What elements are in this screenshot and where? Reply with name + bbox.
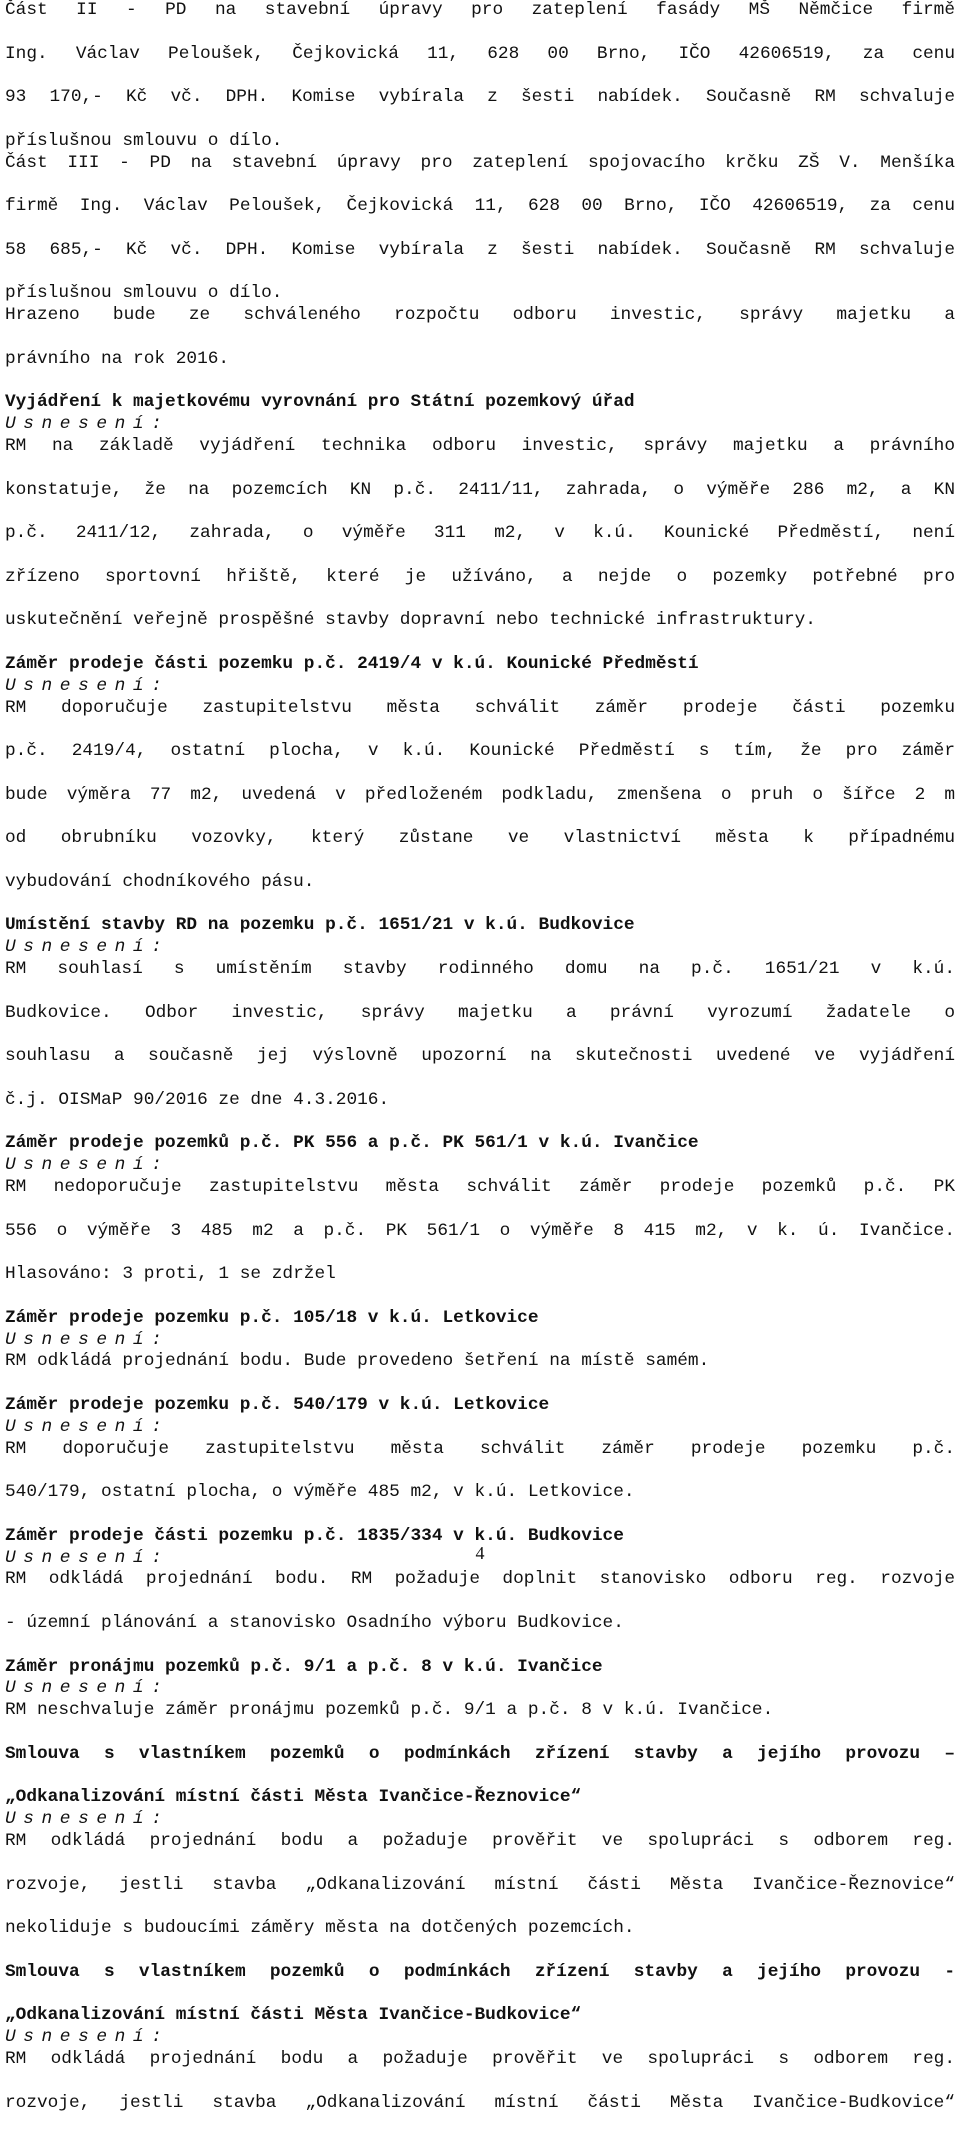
text-line: Ing. Václav Peloušek, Čejkovická 11, 628 00 Brno, IČO 42606519, za cenu bbox=[5, 44, 955, 88]
section-sale-2419-4 bbox=[5, 654, 955, 894]
section-heading: Umístění stavby RD na pozemku p.č. 1651/21 v k.ú. Budkovice bbox=[5, 915, 955, 937]
resolution-label: Usnesení: bbox=[5, 414, 955, 436]
section-heading: „Odkanalizování místní části Města Ivančice-Řeznovice“ bbox=[5, 1787, 955, 1809]
text-line: Hrazeno bude ze schváleného rozpočtu odboru investic, správy majetku a bbox=[5, 305, 955, 349]
section-house-1651-21 bbox=[5, 915, 955, 1111]
section-lease-9-1 bbox=[5, 1657, 955, 1722]
section-sale-540-179 bbox=[5, 1395, 955, 1504]
text-line: RM odkládá projednání bodu. RM požaduje doplnit stanovisko odboru reg. rozvoje bbox=[5, 1569, 955, 1613]
text-line: bude výměra 77 m2, uvedená v předloženém podkladu, zmenšena o pruh o šířce 2 m bbox=[5, 785, 955, 829]
text-line: RM doporučuje zastupitelstvu města schválit záměr prodeje pozemku p.č. bbox=[5, 1439, 955, 1483]
section-contract-reznovice bbox=[5, 1744, 955, 1940]
section-heading: Záměr prodeje pozemku p.č. 105/18 v k.ú. Letkovice bbox=[5, 1308, 955, 1330]
text-line: RM doporučuje zastupitelstvu města schválit záměr prodeje části pozemku bbox=[5, 698, 955, 742]
text-line: příslušnou smlouvu o dílo. bbox=[5, 131, 955, 153]
resolution-label: Usnesení: bbox=[5, 1548, 955, 1570]
resolution-label: Usnesení: bbox=[5, 1155, 955, 1177]
document-page bbox=[5, 0, 955, 2136]
text-line: č.j. OISMaP 90/2016 ze dne 4.3.2016. bbox=[5, 1090, 955, 1112]
section-heading: „Odkanalizování místní části Města Ivančice-Budkovice“ bbox=[5, 2005, 955, 2027]
section-heading: Záměr pronájmu pozemků p.č. 9/1 a p.č. 8 v k.ú. Ivančice bbox=[5, 1657, 955, 1679]
section-heading: Záměr prodeje pozemku p.č. 540/179 v k.ú. Letkovice bbox=[5, 1395, 955, 1417]
resolution-label: Usnesení: bbox=[5, 2027, 955, 2049]
section-sale-pk-556 bbox=[5, 1133, 955, 1286]
text-line: - územní plánování a stanovisko Osadního výboru Budkovice. bbox=[5, 1613, 955, 1635]
resolution-label: Usnesení: bbox=[5, 676, 955, 698]
text-line: p.č. 2411/12, zahrada, o výměře 311 m2, v k.ú. Kounické Předměstí, není bbox=[5, 523, 955, 567]
section-heading: Záměr prodeje části pozemku p.č. 1835/334 v k.ú. Budkovice bbox=[5, 1526, 955, 1548]
text-line: RM odkládá projednání bodu. Bude provedeno šetření na místě samém. bbox=[5, 1351, 955, 1373]
section-land-office bbox=[5, 392, 955, 632]
text-line: RM odkládá projednání bodu a požaduje prověřit ve spolupráci s odborem reg. bbox=[5, 1831, 955, 1875]
text-line: 556 o výměře 3 485 m2 a p.č. PK 561/1 o výměře 8 415 m2, v k. ú. Ivančice. bbox=[5, 1221, 955, 1265]
text-line: Část II - PD na stavební úpravy pro zateplení fasády MŠ Němčice firmě bbox=[5, 0, 955, 44]
resolution-label: Usnesení: bbox=[5, 1417, 955, 1439]
text-line: uskutečnění veřejně prospěšné stavby dopravní nebo technické infrastruktury. bbox=[5, 610, 955, 632]
resolution-label: Usnesení: bbox=[5, 1809, 955, 1831]
text-line: konstatuje, že na pozemcích KN p.č. 2411/11, zahrada, o výměře 286 m2, a KN bbox=[5, 480, 955, 524]
text-line: RM odkládá projednání bodu a požaduje prověřit ve spolupráci s odborem reg. bbox=[5, 2049, 955, 2093]
section-heading: Vyjádření k majetkovému vyrovnání pro Státní pozemkový úřad bbox=[5, 392, 955, 414]
section-heading: Smlouva s vlastníkem pozemků o podmínkách zřízení stavby a jejího provozu – bbox=[5, 1744, 955, 1788]
text-line: firmě Ing. Václav Peloušek, Čejkovická 11, 628 00 Brno, IČO 42606519, za cenu bbox=[5, 196, 955, 240]
text-line: Budkovice. Odbor investic, správy majetku a právní vyrozumí žadatele o bbox=[5, 1003, 955, 1047]
text-line: RM nedoporučuje zastupitelstvu města schválit záměr prodeje pozemků p.č. PK bbox=[5, 1177, 955, 1221]
page-number: 4 bbox=[0, 1543, 960, 1564]
text-line: souhlasu a současně jej výslovně upozorní na skutečnosti uvedené ve vyjádření bbox=[5, 1046, 955, 1090]
text-line: od obrubníku vozovky, který zůstane ve vlastnictví města k případnému bbox=[5, 828, 955, 872]
text-line: nekoliduje s budoucími záměry města na dotčených pozemcích. bbox=[5, 1918, 955, 1940]
text-line: Část III - PD na stavební úpravy pro zateplení spojovacího krčku ZŠ V. Menšíka bbox=[5, 153, 955, 197]
resolution-label: Usnesení: bbox=[5, 937, 955, 959]
text-line: zřízeno sportovní hřiště, které je užíváno, a nejde o pozemky potřebné pro bbox=[5, 567, 955, 611]
text-line: příslušnou smlouvu o dílo. bbox=[5, 283, 955, 305]
text-line: 93 170,- Kč vč. DPH. Komise vybírala z šesti nabídek. Současně RM schvaluje bbox=[5, 87, 955, 131]
resolution-label: Usnesení: bbox=[5, 1330, 955, 1352]
text-line: rozvoje, jestli stavba „Odkanalizování místní části Města Ivančice-Budkovice“ bbox=[5, 2093, 955, 2136]
intro-paragraph bbox=[5, 0, 955, 371]
text-line: RM na základě vyjádření technika odboru investic, správy majetku a právního bbox=[5, 436, 955, 480]
text-line: RM souhlasí s umístěním stavby rodinného domu na p.č. 1651/21 v k.ú. bbox=[5, 959, 955, 1003]
text-line: Hlasováno: 3 proti, 1 se zdržel bbox=[5, 1264, 955, 1286]
resolution-label: Usnesení: bbox=[5, 1678, 955, 1700]
section-heading: Záměr prodeje pozemků p.č. PK 556 a p.č. PK 561/1 v k.ú. Ivančice bbox=[5, 1133, 955, 1155]
section-sale-105-18 bbox=[5, 1308, 955, 1373]
text-line: vybudování chodníkového pásu. bbox=[5, 872, 955, 894]
section-heading: Smlouva s vlastníkem pozemků o podmínkách zřízení stavby a jejího provozu - bbox=[5, 1962, 955, 2006]
section-heading: Záměr prodeje části pozemku p.č. 2419/4 v k.ú. Kounické Předměstí bbox=[5, 654, 955, 676]
section-contract-budkovice bbox=[5, 1962, 955, 2136]
text-line: právního na rok 2016. bbox=[5, 349, 955, 371]
text-line: 540/179, ostatní plocha, o výměře 485 m2, v k.ú. Letkovice. bbox=[5, 1482, 955, 1504]
text-line: RM neschvaluje záměr pronájmu pozemků p.č. 9/1 a p.č. 8 v k.ú. Ivančice. bbox=[5, 1700, 955, 1722]
text-line: 58 685,- Kč vč. DPH. Komise vybírala z šesti nabídek. Současně RM schvaluje bbox=[5, 240, 955, 284]
text-line: rozvoje, jestli stavba „Odkanalizování místní části Města Ivančice-Řeznovice“ bbox=[5, 1875, 955, 1919]
text-line: p.č. 2419/4, ostatní plocha, v k.ú. Kounické Předměstí s tím, že pro záměr bbox=[5, 741, 955, 785]
